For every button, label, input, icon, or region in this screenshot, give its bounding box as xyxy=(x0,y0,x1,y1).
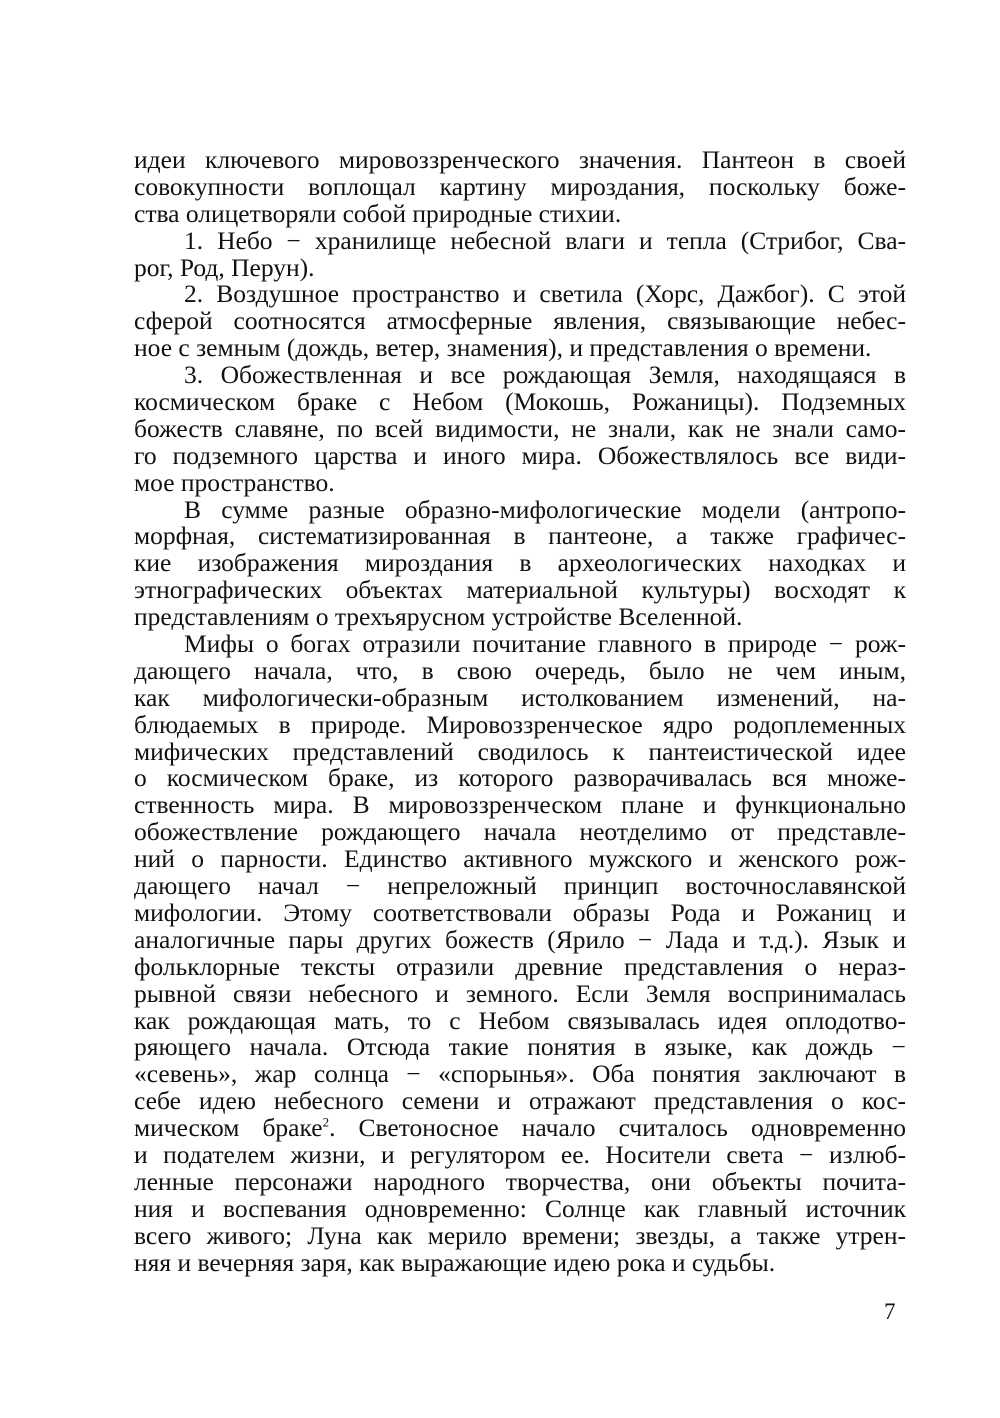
text-line: го подземного царства и иного мира. Обожествлялось все види- xyxy=(134,440,906,470)
text-line: мифических представлений сводилось к пантеистической идее xyxy=(134,736,906,766)
text-line: ственность мира. В мировоззренческом плане и функционально xyxy=(134,790,906,820)
text-line: дающего начала, что, в свою очередь, было не чем иным, xyxy=(134,655,906,685)
text-line: ное с земным (дождь, ветер, знамения), и представления о времени. xyxy=(134,333,872,363)
text-line: как мифологически-образным истолкованием изменений, на- xyxy=(134,682,906,712)
text-line: сферой соотносятся атмосферные явления, связывающие небес- xyxy=(134,306,906,336)
text-line: обожествление рождающего начала неотделимо от представле- xyxy=(134,817,906,847)
text-line: Мифы о богах отразили почитание главного в природе − рож- xyxy=(184,629,906,659)
text-line: и подателем жизни, и регулятором ее. Носители света − излюб- xyxy=(134,1139,906,1169)
text-line: как рождающая мать, то с Небом связывалась идея оплодотво- xyxy=(134,1005,906,1035)
text-line: «севень», жар солнца − «спорынья». Оба понятия заключают в xyxy=(134,1059,906,1089)
text-line: представлениям о трехъярусном устройстве Вселенной. xyxy=(134,602,743,632)
text-line: всего живого; Луна как мерило времени; звезды, а также утрен- xyxy=(134,1220,906,1250)
text-line: 1. Небо − хранилище небесной влаги и тепла (Стрибог, Сва- xyxy=(184,225,906,255)
text-line-with-footnote xyxy=(134,1115,906,1142)
text-line: совокупности воплощал картину мироздания, поскольку боже- xyxy=(134,171,906,201)
text-line: блюдаемых в природе. Мировоззренческое ядро родоплеменных xyxy=(134,709,906,739)
text-line: фольклорные тексты отразили древние представления о нераз- xyxy=(134,951,906,981)
text-line: космическом браке с Небом (Мокошь, Рожаницы). Подземных xyxy=(134,387,906,417)
text-line: няя и вечерняя заря, как выражающие идею рока и судьбы. xyxy=(134,1247,776,1277)
text-line: рывной связи небесного и земного. Если Земля воспринималась xyxy=(134,978,906,1008)
text-line: мифологии. Этому соответствовали образы Рода и Рожаниц и xyxy=(134,897,906,927)
text-line: мое пространство. xyxy=(134,467,335,497)
text-line: ния и воспевания одновременно: Солнце как главный источник xyxy=(134,1193,906,1223)
text-line: аналогичные пары других божеств (Ярило − Лада и т.д.). Язык и xyxy=(134,924,906,954)
text-fragment: мическом браке xyxy=(134,1113,323,1143)
text-line: кие изображения мироздания в археологических находках и xyxy=(134,548,906,578)
footnote-mark[interactable]: 2 xyxy=(322,1114,330,1130)
text-line: ства олицетворяли собой природные стихии. xyxy=(134,198,622,228)
body-text xyxy=(134,147,906,1276)
text-line: морфная, систематизированная в пантеоне, а также графичес- xyxy=(134,521,906,551)
text-line: 3. Обожествленная и все рождающая Земля, находящаяся в xyxy=(184,360,906,390)
text-line: ленные персонажи народного творчества, они объекты почита- xyxy=(134,1166,906,1196)
text-line: В сумме разные образно-мифологические модели (антропо- xyxy=(184,494,906,524)
page-number: 7 xyxy=(884,1299,896,1324)
text-line: божеств славяне, по всей видимости, не знали, как не знали само- xyxy=(134,413,906,443)
text-fragment: . Светоносное начало считалось одновременно xyxy=(329,1113,906,1143)
text-line: ний о парности. Единство активного мужского и женского рож- xyxy=(134,844,906,874)
text-line: рог, Род, Перун). xyxy=(134,252,315,282)
text-line: этнографических объектах материальной культуры) восходят к xyxy=(134,575,906,605)
text-line: ряющего начала. Отсюда такие понятия в языке, как дождь − xyxy=(134,1032,906,1062)
text-line: дающего начал − непреложный принцип восточнославянской xyxy=(134,871,906,901)
text-line: 2. Воздушное пространство и светила (Хорс, Дажбог). С этой xyxy=(184,279,906,309)
text-line: о космическом браке, из которого разворачивалась вся множе- xyxy=(134,763,906,793)
text-line: себе идею небесного семени и отражают представления о кос- xyxy=(134,1086,906,1116)
text-line: идеи ключевого мировоззренческого значения. Пантеон в своей xyxy=(134,145,906,174)
